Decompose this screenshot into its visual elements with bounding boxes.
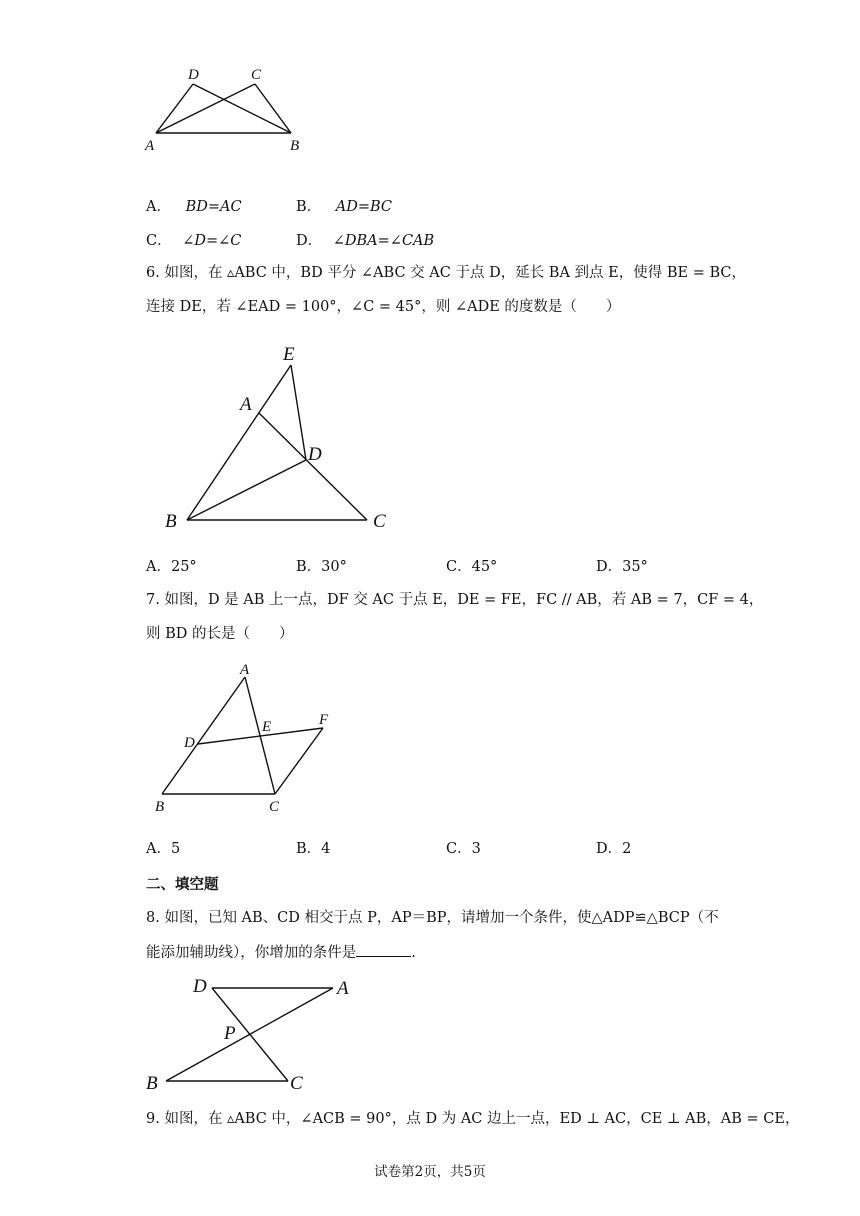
q7-option-a[interactable] (146, 839, 180, 859)
page-footer: 试卷第2页，共5页 (374, 1164, 486, 1180)
point-label-E: E (262, 719, 272, 735)
point-label-C: C (251, 67, 262, 83)
q6-option-d[interactable] (596, 557, 648, 577)
point-label-B: B (155, 799, 165, 815)
point-label-B: B (165, 511, 177, 532)
option-text: ∠DBA=∠CAB (332, 233, 435, 249)
option-text: AD=BC (335, 199, 393, 215)
segment-AC (259, 413, 367, 520)
option-text: 30° (321, 559, 347, 575)
q7-figure (150, 660, 350, 820)
point-label-P: P (224, 1023, 236, 1044)
section-heading-fill-in: 二、填空题 (146, 876, 219, 893)
q8-question-line-1: 8. 如图，已知 AB、CD 相交于点 P，AP＝BP，请增加一个条件，使△ADP≌△BCP（不 (146, 910, 719, 926)
point-label-C: C (269, 799, 280, 815)
q5-option-a[interactable] (146, 197, 242, 217)
segment-AC (156, 84, 255, 133)
option-letter: A． (146, 559, 171, 575)
option-letter: C． (446, 841, 472, 857)
q8-line2-text: 能添加辅助线），你增加的条件是 (146, 945, 357, 961)
segment-FC (275, 728, 323, 794)
option-text: BD=AC (185, 199, 242, 215)
q7-question-line-1: 7. 如图，D 是 AB 上一点，DF 交 AC 于点 E，DE = FE，FC // AB，若 AB = 7，CF = 4， (146, 592, 764, 608)
segment-AD (156, 84, 193, 133)
option-text: 3 (471, 841, 481, 857)
q6-question-line-1: 6. 如图，在 ▵ABC 中，BD 平分 ∠ABC 交 AC 于点 D，延长 BA 到点 E，使得 BE = BC， (146, 265, 746, 281)
option-letter: B． (296, 199, 322, 215)
point-label-D: D (184, 735, 195, 751)
option-letter: C． (146, 233, 172, 249)
option-text: 45° (471, 559, 498, 575)
option-letter: B． (296, 559, 322, 575)
segment-BD (187, 460, 306, 520)
q6-option-b[interactable] (296, 557, 347, 577)
q5-figure (140, 62, 320, 162)
option-text: 5 (170, 841, 181, 857)
point-label-D: D (308, 444, 322, 465)
point-label-A: A (337, 978, 349, 999)
q5-option-b[interactable] (296, 197, 392, 217)
q8-figure (140, 972, 370, 1097)
point-label-B: B (146, 1073, 158, 1094)
point-label-C: C (290, 1073, 303, 1094)
segment-BC (255, 84, 291, 133)
option-text: 25° (170, 559, 197, 575)
q7-question-line-2: 则 BD 的长是（ ） (146, 626, 294, 642)
segment-AB (162, 677, 245, 794)
q8-line2-end: . (411, 945, 416, 961)
option-letter: B． (296, 841, 322, 857)
point-label-D: D (193, 976, 207, 997)
q7-option-c[interactable] (446, 839, 481, 859)
point-label-D: D (188, 67, 199, 83)
answer-blank[interactable] (356, 942, 411, 957)
option-text: 35° (622, 559, 648, 575)
option-letter: A． (146, 199, 171, 215)
point-label-C: C (373, 511, 386, 532)
point-label-E: E (283, 344, 295, 365)
option-letter: D． (596, 559, 623, 575)
q6-option-a[interactable] (146, 557, 197, 577)
q5-option-d[interactable] (296, 231, 434, 251)
q5-option-c[interactable] (146, 231, 241, 251)
segment-BD (193, 84, 291, 133)
point-label-A: A (145, 138, 155, 154)
q7-option-b[interactable] (296, 839, 330, 859)
q7-option-d[interactable] (596, 839, 631, 859)
q6-option-c[interactable] (446, 557, 497, 577)
option-letter: D． (596, 841, 623, 857)
option-text: ∠D=∠C (182, 233, 242, 249)
q6-figure (160, 340, 400, 535)
option-text: 2 (622, 841, 632, 857)
segment-DF (198, 728, 323, 744)
segment-AB (166, 988, 333, 1081)
option-letter: D． (296, 233, 323, 249)
segment-EC-part-ED (291, 365, 306, 460)
point-label-A: A (240, 394, 252, 415)
option-text: 4 (321, 841, 331, 857)
q8-question-line-2 (146, 942, 416, 963)
option-letter: A． (146, 841, 171, 857)
option-letter: C． (446, 559, 472, 575)
point-label-A: A (240, 662, 250, 678)
segment-BE (187, 365, 291, 520)
point-label-F: F (319, 712, 329, 728)
q9-question-line-1: 9. 如图，在 ▵ABC 中，∠ACB = 90°，点 D 为 AC 边上一点，ED ⊥ AC，CE ⊥ AB，AB = CE， (146, 1111, 800, 1127)
q6-question-line-2: 连接 DE，若 ∠EAD = 100°，∠C = 45°，则 ∠ADE 的度数是（ ） (146, 299, 621, 315)
point-label-B: B (290, 138, 300, 154)
